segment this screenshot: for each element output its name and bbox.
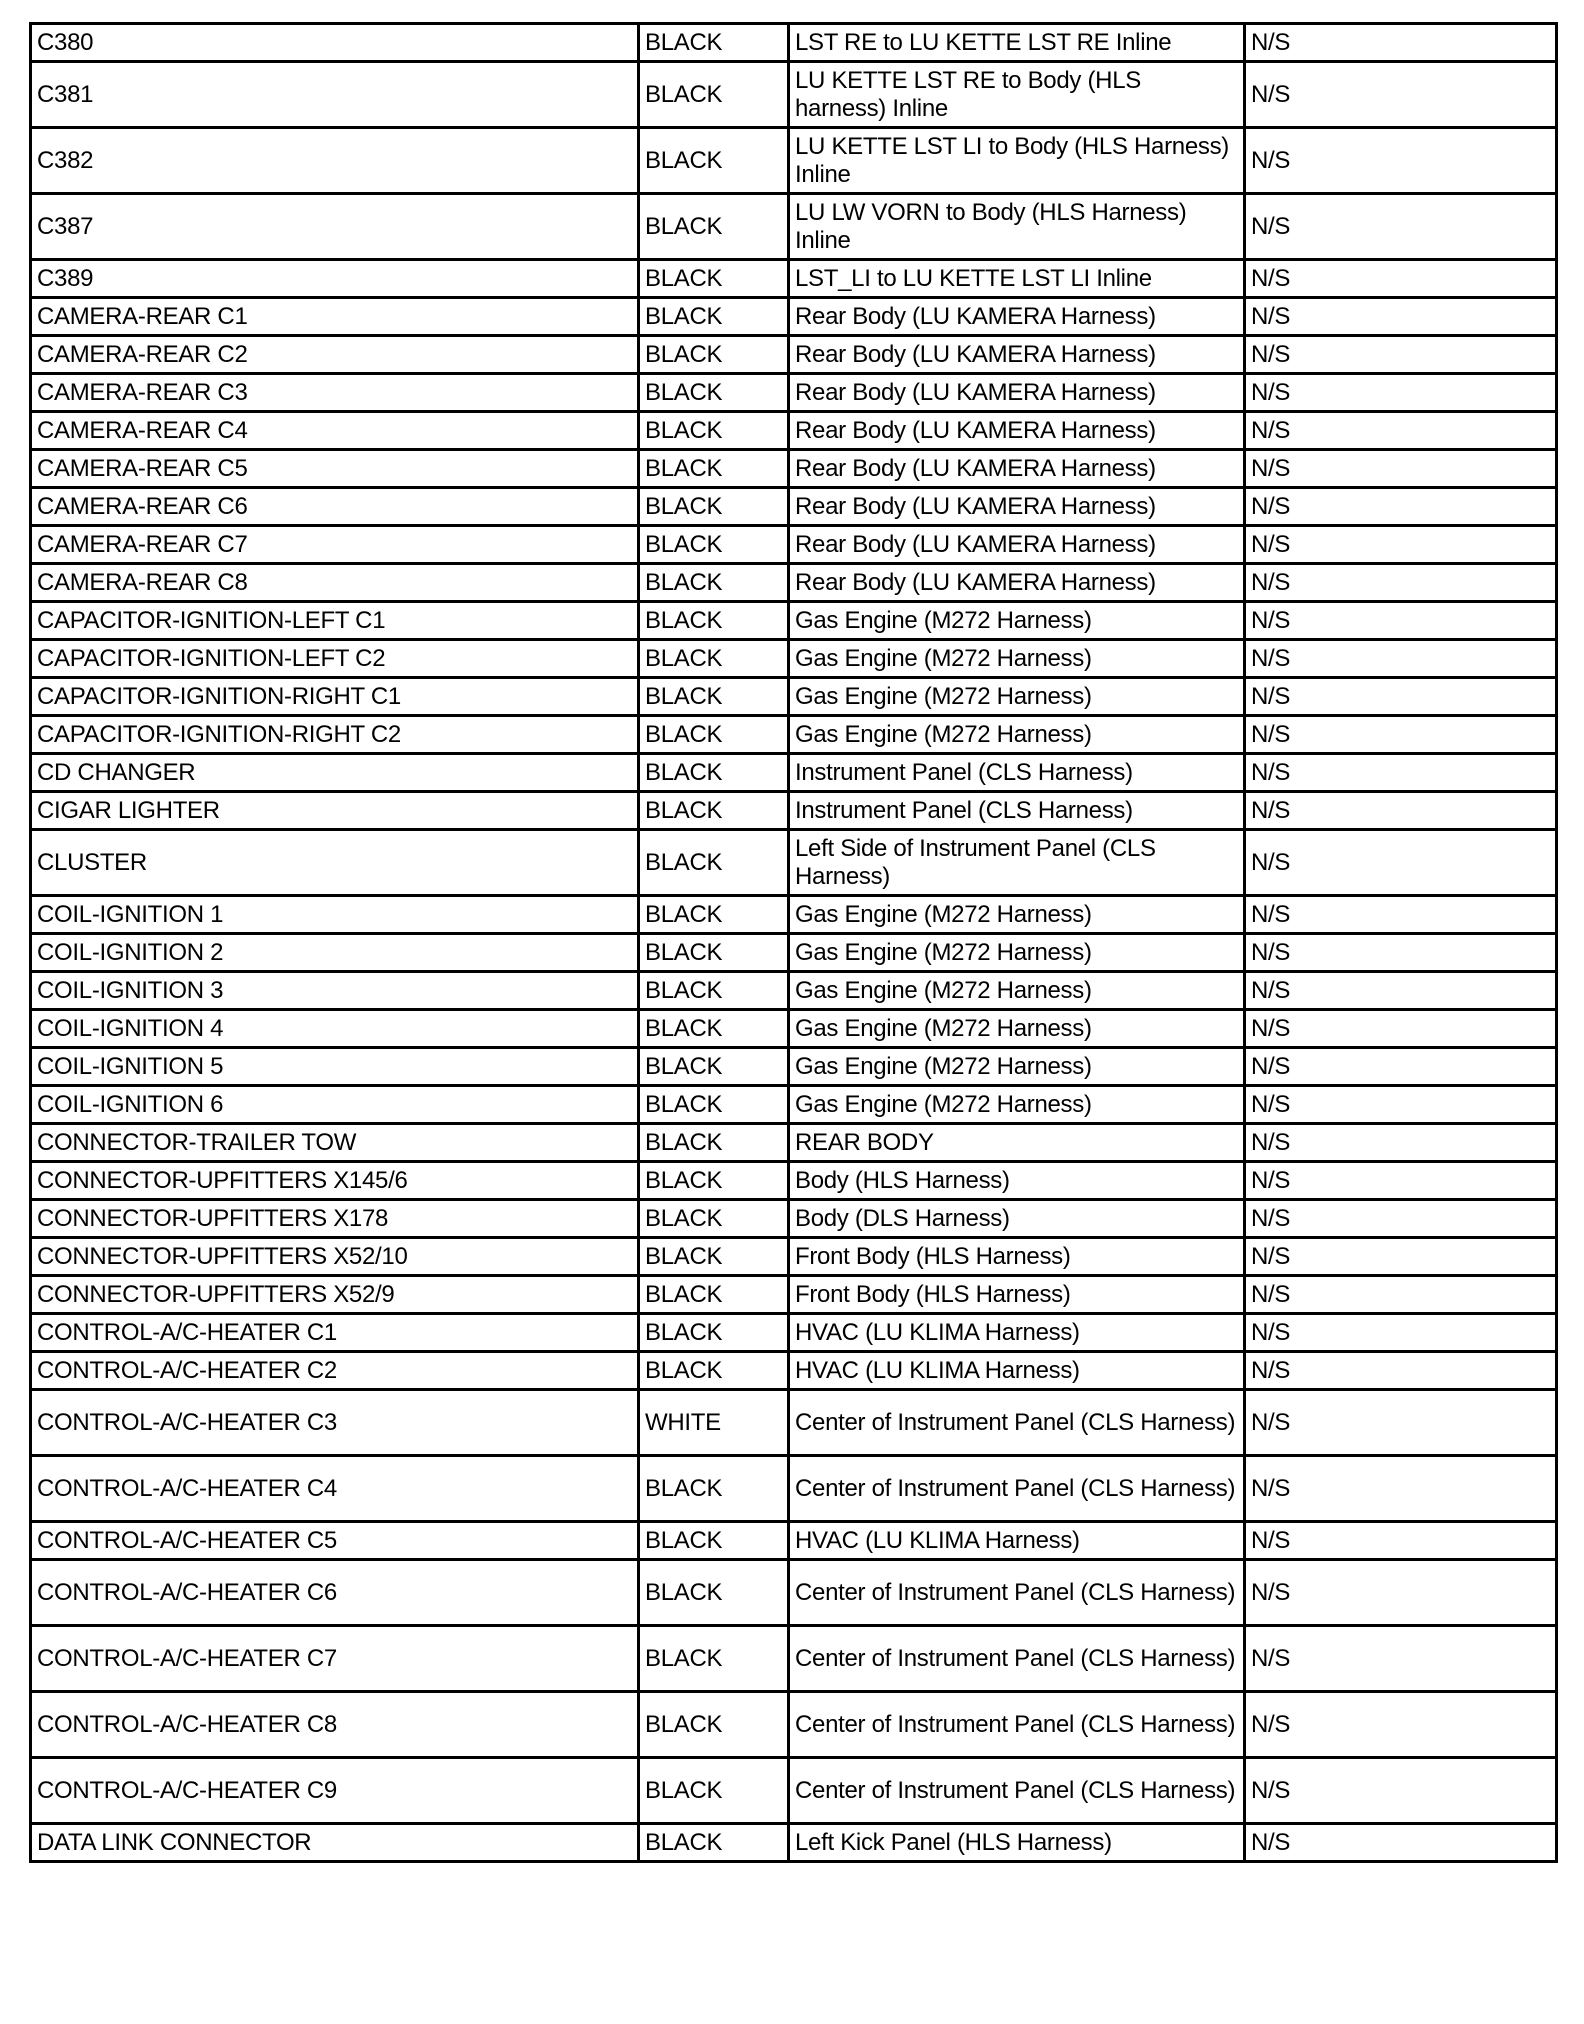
connector-note-cell: N/S <box>1245 972 1557 1010</box>
connector-location-cell: HVAC (LU KLIMA Harness) <box>789 1522 1245 1560</box>
connector-note-cell: N/S <box>1245 1824 1557 1862</box>
connector-name-cell: COIL-IGNITION 4 <box>31 1010 639 1048</box>
connector-location-cell: Center of Instrument Panel (CLS Harness) <box>789 1626 1245 1692</box>
table-row <box>31 602 1557 640</box>
connector-note-cell: N/S <box>1245 298 1557 336</box>
connector-location-cell: Left Kick Panel (HLS Harness) <box>789 1824 1245 1862</box>
connector-note-cell: N/S <box>1245 896 1557 934</box>
table-row <box>31 1162 1557 1200</box>
table-row <box>31 1758 1557 1824</box>
connector-location-cell: Gas Engine (M272 Harness) <box>789 896 1245 934</box>
connector-location-cell: Rear Body (LU KAMERA Harness) <box>789 374 1245 412</box>
connector-color-cell: BLACK <box>639 640 789 678</box>
connector-location-cell: Gas Engine (M272 Harness) <box>789 640 1245 678</box>
table-row <box>31 374 1557 412</box>
connector-name-cell: C380 <box>31 24 639 62</box>
table-row <box>31 1390 1557 1456</box>
table-row <box>31 1456 1557 1522</box>
connector-location-cell: Gas Engine (M272 Harness) <box>789 1048 1245 1086</box>
table-row <box>31 1560 1557 1626</box>
table-row <box>31 1824 1557 1862</box>
connector-name-cell: COIL-IGNITION 1 <box>31 896 639 934</box>
connector-color-cell: BLACK <box>639 564 789 602</box>
connector-note-cell: N/S <box>1245 1086 1557 1124</box>
table-row <box>31 754 1557 792</box>
connector-color-cell: BLACK <box>639 62 789 128</box>
connector-note-cell: N/S <box>1245 1522 1557 1560</box>
table-row <box>31 1086 1557 1124</box>
connector-note-cell: N/S <box>1245 934 1557 972</box>
connector-location-cell: Center of Instrument Panel (CLS Harness) <box>789 1390 1245 1456</box>
connector-color-cell: BLACK <box>639 1758 789 1824</box>
connector-note-cell: N/S <box>1245 1390 1557 1456</box>
connector-color-cell: BLACK <box>639 374 789 412</box>
connector-color-cell: BLACK <box>639 754 789 792</box>
connector-name-cell: CAPACITOR-IGNITION-LEFT C2 <box>31 640 639 678</box>
connector-color-cell: BLACK <box>639 1692 789 1758</box>
table-row <box>31 564 1557 602</box>
table-row <box>31 298 1557 336</box>
connector-note-cell: N/S <box>1245 260 1557 298</box>
connector-note-cell: N/S <box>1245 1276 1557 1314</box>
connector-name-cell: CONTROL-A/C-HEATER C8 <box>31 1692 639 1758</box>
table-row <box>31 1352 1557 1390</box>
connector-name-cell: CONTROL-A/C-HEATER C6 <box>31 1560 639 1626</box>
connector-name-cell: CONTROL-A/C-HEATER C3 <box>31 1390 639 1456</box>
connector-location-cell: LU LW VORN to Body (HLS Harness) Inline <box>789 194 1245 260</box>
connector-name-cell: COIL-IGNITION 5 <box>31 1048 639 1086</box>
connector-location-cell: Front Body (HLS Harness) <box>789 1238 1245 1276</box>
connector-note-cell: N/S <box>1245 678 1557 716</box>
connector-color-cell: BLACK <box>639 602 789 640</box>
connector-location-cell: Center of Instrument Panel (CLS Harness) <box>789 1560 1245 1626</box>
connector-note-cell: N/S <box>1245 374 1557 412</box>
connector-location-cell: Rear Body (LU KAMERA Harness) <box>789 298 1245 336</box>
connector-color-cell: BLACK <box>639 716 789 754</box>
connector-color-cell: BLACK <box>639 678 789 716</box>
connector-name-cell: CONTROL-A/C-HEATER C4 <box>31 1456 639 1522</box>
table-row <box>31 1522 1557 1560</box>
connector-color-cell: BLACK <box>639 298 789 336</box>
connector-location-cell: Instrument Panel (CLS Harness) <box>789 792 1245 830</box>
connector-name-cell: COIL-IGNITION 6 <box>31 1086 639 1124</box>
connector-color-cell: BLACK <box>639 412 789 450</box>
connector-note-cell: N/S <box>1245 754 1557 792</box>
connector-note-cell: N/S <box>1245 128 1557 194</box>
connector-location-cell: Rear Body (LU KAMERA Harness) <box>789 526 1245 564</box>
connector-color-cell: BLACK <box>639 972 789 1010</box>
connector-name-cell: CAMERA-REAR C7 <box>31 526 639 564</box>
connector-location-cell: Rear Body (LU KAMERA Harness) <box>789 336 1245 374</box>
connector-location-cell: Body (HLS Harness) <box>789 1162 1245 1200</box>
connector-color-cell: BLACK <box>639 1352 789 1390</box>
connector-color-cell: BLACK <box>639 1626 789 1692</box>
table-row <box>31 640 1557 678</box>
connector-note-cell: N/S <box>1245 1352 1557 1390</box>
table-row <box>31 972 1557 1010</box>
connector-note-cell: N/S <box>1245 792 1557 830</box>
table-row <box>31 412 1557 450</box>
table-row <box>31 194 1557 260</box>
connector-location-cell: LU KETTE LST LI to Body (HLS Harness) Inline <box>789 128 1245 194</box>
connector-name-cell: CONNECTOR-UPFITTERS X52/9 <box>31 1276 639 1314</box>
connector-location-cell: REAR BODY <box>789 1124 1245 1162</box>
table-row <box>31 128 1557 194</box>
connector-name-cell: CONNECTOR-TRAILER TOW <box>31 1124 639 1162</box>
connector-note-cell: N/S <box>1245 488 1557 526</box>
connector-name-cell: CAMERA-REAR C8 <box>31 564 639 602</box>
connector-note-cell: N/S <box>1245 450 1557 488</box>
connector-location-cell: LST RE to LU KETTE LST RE Inline <box>789 24 1245 62</box>
connector-color-cell: BLACK <box>639 260 789 298</box>
table-row <box>31 1124 1557 1162</box>
connector-location-cell: Gas Engine (M272 Harness) <box>789 1086 1245 1124</box>
connector-color-cell: BLACK <box>639 1124 789 1162</box>
connector-location-cell: Gas Engine (M272 Harness) <box>789 934 1245 972</box>
connector-color-cell: BLACK <box>639 336 789 374</box>
table-row <box>31 24 1557 62</box>
connector-note-cell: N/S <box>1245 1456 1557 1522</box>
connector-location-cell: Center of Instrument Panel (CLS Harness) <box>789 1692 1245 1758</box>
connector-name-cell: C387 <box>31 194 639 260</box>
connector-name-cell: CAPACITOR-IGNITION-LEFT C1 <box>31 602 639 640</box>
connector-name-cell: CIGAR LIGHTER <box>31 792 639 830</box>
table-row <box>31 488 1557 526</box>
connector-location-cell: LST_LI to LU KETTE LST LI Inline <box>789 260 1245 298</box>
connector-location-cell: Rear Body (LU KAMERA Harness) <box>789 488 1245 526</box>
connector-note-cell: N/S <box>1245 24 1557 62</box>
connector-name-cell: CAMERA-REAR C6 <box>31 488 639 526</box>
connector-name-cell: CONTROL-A/C-HEATER C9 <box>31 1758 639 1824</box>
connector-name-cell: CONNECTOR-UPFITTERS X145/6 <box>31 1162 639 1200</box>
connector-name-cell: CONTROL-A/C-HEATER C1 <box>31 1314 639 1352</box>
connector-note-cell: N/S <box>1245 1560 1557 1626</box>
connector-location-cell: LU KETTE LST RE to Body (HLS harness) Inline <box>789 62 1245 128</box>
connector-name-cell: CAPACITOR-IGNITION-RIGHT C1 <box>31 678 639 716</box>
connector-note-cell: N/S <box>1245 1758 1557 1824</box>
connector-note-cell: N/S <box>1245 830 1557 896</box>
connector-note-cell: N/S <box>1245 526 1557 564</box>
table-row <box>31 934 1557 972</box>
connector-location-cell: Rear Body (LU KAMERA Harness) <box>789 450 1245 488</box>
connector-location-cell: Gas Engine (M272 Harness) <box>789 972 1245 1010</box>
connector-color-cell: BLACK <box>639 1522 789 1560</box>
table-row <box>31 792 1557 830</box>
connector-name-cell: CAMERA-REAR C3 <box>31 374 639 412</box>
connector-location-cell: HVAC (LU KLIMA Harness) <box>789 1314 1245 1352</box>
connector-location-cell: Gas Engine (M272 Harness) <box>789 716 1245 754</box>
connector-note-cell: N/S <box>1245 1314 1557 1352</box>
table-row <box>31 716 1557 754</box>
table-row <box>31 1692 1557 1758</box>
connector-note-cell: N/S <box>1245 62 1557 128</box>
connector-location-cell: HVAC (LU KLIMA Harness) <box>789 1352 1245 1390</box>
table-row <box>31 450 1557 488</box>
connector-name-cell: CAMERA-REAR C2 <box>31 336 639 374</box>
connector-location-cell: Left Side of Instrument Panel (CLS Harness) <box>789 830 1245 896</box>
connector-name-cell: CAPACITOR-IGNITION-RIGHT C2 <box>31 716 639 754</box>
connector-name-cell: CONTROL-A/C-HEATER C7 <box>31 1626 639 1692</box>
connector-name-cell: DATA LINK CONNECTOR <box>31 1824 639 1862</box>
connector-note-cell: N/S <box>1245 1238 1557 1276</box>
connector-note-cell: N/S <box>1245 412 1557 450</box>
connector-location-cell: Gas Engine (M272 Harness) <box>789 1010 1245 1048</box>
connector-color-cell: BLACK <box>639 792 789 830</box>
connector-color-cell: BLACK <box>639 1560 789 1626</box>
table-row <box>31 336 1557 374</box>
connector-table <box>29 22 1558 1863</box>
connector-color-cell: BLACK <box>639 1456 789 1522</box>
connector-location-cell: Gas Engine (M272 Harness) <box>789 602 1245 640</box>
connector-color-cell: BLACK <box>639 488 789 526</box>
connector-color-cell: BLACK <box>639 896 789 934</box>
connector-color-cell: BLACK <box>639 1086 789 1124</box>
connector-location-cell: Center of Instrument Panel (CLS Harness) <box>789 1758 1245 1824</box>
connector-name-cell: C382 <box>31 128 639 194</box>
table-row <box>31 526 1557 564</box>
table-row <box>31 1048 1557 1086</box>
connector-color-cell: BLACK <box>639 194 789 260</box>
connector-note-cell: N/S <box>1245 194 1557 260</box>
connector-color-cell: BLACK <box>639 450 789 488</box>
connector-note-cell: N/S <box>1245 1200 1557 1238</box>
connector-color-cell: BLACK <box>639 1048 789 1086</box>
connector-note-cell: N/S <box>1245 1010 1557 1048</box>
connector-location-cell: Gas Engine (M272 Harness) <box>789 678 1245 716</box>
connector-location-cell: Rear Body (LU KAMERA Harness) <box>789 412 1245 450</box>
connector-color-cell: BLACK <box>639 1010 789 1048</box>
connector-location-cell: Rear Body (LU KAMERA Harness) <box>789 564 1245 602</box>
table-row <box>31 1200 1557 1238</box>
table-row <box>31 1314 1557 1352</box>
connector-name-cell: CAMERA-REAR C1 <box>31 298 639 336</box>
connector-note-cell: N/S <box>1245 1048 1557 1086</box>
table-row <box>31 830 1557 896</box>
connector-note-cell: N/S <box>1245 1124 1557 1162</box>
document-page <box>29 22 1555 1863</box>
connector-note-cell: N/S <box>1245 602 1557 640</box>
table-row <box>31 260 1557 298</box>
connector-name-cell: C389 <box>31 260 639 298</box>
connector-name-cell: CD CHANGER <box>31 754 639 792</box>
table-row <box>31 1010 1557 1048</box>
connector-note-cell: N/S <box>1245 716 1557 754</box>
connector-note-cell: N/S <box>1245 1162 1557 1200</box>
connector-color-cell: BLACK <box>639 1200 789 1238</box>
connector-color-cell: BLACK <box>639 1314 789 1352</box>
connector-note-cell: N/S <box>1245 1626 1557 1692</box>
connector-color-cell: BLACK <box>639 934 789 972</box>
connector-name-cell: COIL-IGNITION 2 <box>31 934 639 972</box>
table-row <box>31 62 1557 128</box>
connector-color-cell: BLACK <box>639 1276 789 1314</box>
connector-color-cell: BLACK <box>639 526 789 564</box>
connector-name-cell: CONNECTOR-UPFITTERS X52/10 <box>31 1238 639 1276</box>
connector-note-cell: N/S <box>1245 1692 1557 1758</box>
connector-name-cell: CAMERA-REAR C4 <box>31 412 639 450</box>
connector-color-cell: BLACK <box>639 128 789 194</box>
connector-name-cell: CONTROL-A/C-HEATER C5 <box>31 1522 639 1560</box>
connector-table-body <box>31 24 1557 1862</box>
table-row <box>31 896 1557 934</box>
connector-note-cell: N/S <box>1245 564 1557 602</box>
connector-color-cell: BLACK <box>639 830 789 896</box>
connector-location-cell: Instrument Panel (CLS Harness) <box>789 754 1245 792</box>
connector-name-cell: CONNECTOR-UPFITTERS X178 <box>31 1200 639 1238</box>
table-row <box>31 678 1557 716</box>
connector-location-cell: Body (DLS Harness) <box>789 1200 1245 1238</box>
connector-note-cell: N/S <box>1245 336 1557 374</box>
table-row <box>31 1276 1557 1314</box>
connector-color-cell: BLACK <box>639 1162 789 1200</box>
connector-note-cell: N/S <box>1245 640 1557 678</box>
connector-color-cell: BLACK <box>639 1238 789 1276</box>
connector-location-cell: Center of Instrument Panel (CLS Harness) <box>789 1456 1245 1522</box>
connector-color-cell: BLACK <box>639 24 789 62</box>
connector-name-cell: CONTROL-A/C-HEATER C2 <box>31 1352 639 1390</box>
connector-name-cell: CAMERA-REAR C5 <box>31 450 639 488</box>
connector-color-cell: BLACK <box>639 1824 789 1862</box>
connector-color-cell: WHITE <box>639 1390 789 1456</box>
connector-location-cell: Front Body (HLS Harness) <box>789 1276 1245 1314</box>
table-row <box>31 1626 1557 1692</box>
connector-name-cell: C381 <box>31 62 639 128</box>
connector-name-cell: COIL-IGNITION 3 <box>31 972 639 1010</box>
table-row <box>31 1238 1557 1276</box>
connector-name-cell: CLUSTER <box>31 830 639 896</box>
